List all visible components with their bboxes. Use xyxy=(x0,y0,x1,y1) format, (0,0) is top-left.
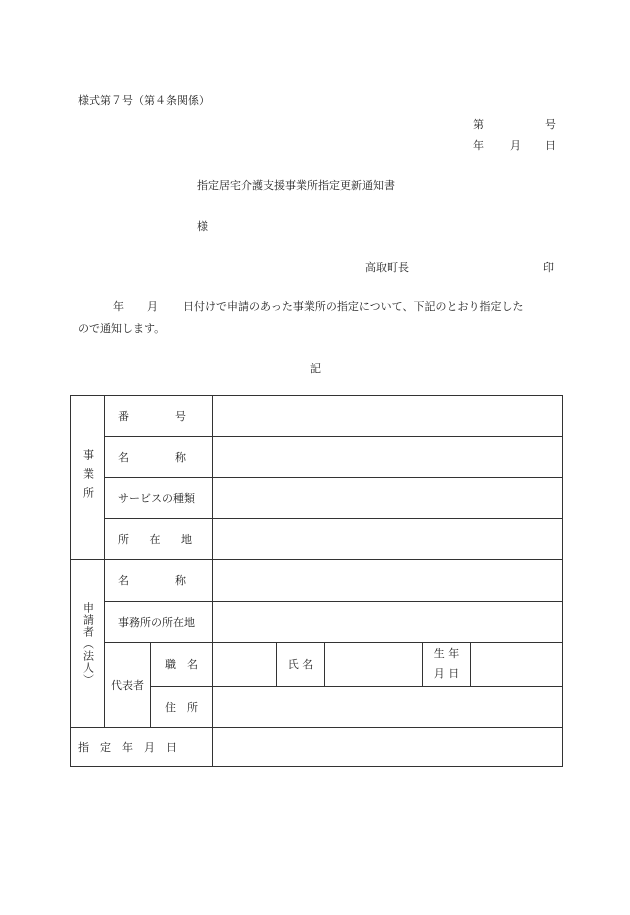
recipient-suffix: 様 xyxy=(197,220,208,233)
person-name-label: 氏 名 xyxy=(277,642,325,686)
applicant-name-value[interactable] xyxy=(213,560,563,601)
applicant-name-label xyxy=(105,560,213,601)
office-number-label xyxy=(105,396,213,437)
doc-number-suffix: 号 xyxy=(545,118,556,131)
office-name-label-a: 名 xyxy=(118,451,129,465)
applicant-address-label: 事務所の所在地 xyxy=(105,601,213,642)
body-month: 月 xyxy=(147,300,158,313)
date-day: 日 xyxy=(545,139,556,152)
office-address-label-b: 地 xyxy=(181,533,192,547)
designation-date-row xyxy=(71,727,563,766)
office-group-label: 事業所 xyxy=(81,449,95,507)
applicant-name-label-a: 名 xyxy=(118,574,129,588)
body-line1: 日付けで申請のあった事業所の指定について、下記のとおり指定した xyxy=(183,300,524,313)
birthdate-value[interactable] xyxy=(471,642,563,686)
service-type-value[interactable] xyxy=(213,478,563,519)
issuer-seal: 印 xyxy=(543,261,554,274)
body-year: 年 xyxy=(113,300,124,313)
office-number-label-b: 号 xyxy=(175,410,186,424)
office-row-name xyxy=(71,437,563,478)
birthdate-label-bottom: 月 日 xyxy=(433,667,460,681)
representative-label: 代表者 xyxy=(105,642,151,727)
office-group-cell xyxy=(71,396,105,560)
designation-date-value[interactable] xyxy=(213,727,563,766)
body-line2: ので通知します。 xyxy=(78,322,166,335)
office-row-service xyxy=(71,478,563,519)
office-number-value[interactable] xyxy=(213,396,563,437)
residence-value[interactable] xyxy=(213,686,563,727)
birthdate-label-top: 生 年 xyxy=(433,647,460,661)
applicant-address-value[interactable] xyxy=(213,601,563,642)
office-address-label-m: 在 xyxy=(149,533,161,547)
office-name-label-b: 称 xyxy=(175,451,186,465)
residence-label: 住 所 xyxy=(151,686,213,727)
office-name-value[interactable] xyxy=(213,437,563,478)
birthdate-label xyxy=(423,642,471,686)
designation-table xyxy=(70,395,563,767)
applicant-row-address xyxy=(71,601,563,642)
designation-date-label: 指 定 年 月 日 xyxy=(71,727,213,766)
office-address-label-a: 所 xyxy=(118,533,129,547)
doc-number-prefix: 第 xyxy=(473,118,484,131)
office-row-number xyxy=(71,396,563,437)
applicant-group-cell xyxy=(71,560,105,727)
document-title: 指定居宅介護支援事業所指定更新通知書 xyxy=(197,179,395,192)
service-type-label: サービスの種類 xyxy=(105,478,213,519)
issuer-name: 高取町長 xyxy=(365,261,409,274)
applicant-row-name xyxy=(71,560,563,601)
position-label: 職 名 xyxy=(151,642,213,686)
representative-row xyxy=(71,642,563,686)
office-address-label xyxy=(105,519,213,560)
position-value[interactable] xyxy=(213,642,277,686)
office-row-address xyxy=(71,519,563,560)
date-month: 月 xyxy=(510,139,521,152)
office-name-label xyxy=(105,437,213,478)
office-address-value[interactable] xyxy=(213,519,563,560)
form-number: 様式第７号（第４条関係） xyxy=(78,94,210,107)
person-name-value[interactable] xyxy=(325,642,423,686)
applicant-name-label-b: 称 xyxy=(175,574,186,588)
ki-mark: 記 xyxy=(310,362,321,375)
date-year: 年 xyxy=(473,139,484,152)
office-number-label-a: 番 xyxy=(118,410,129,424)
applicant-group-label: 申請者（法人） xyxy=(81,601,95,686)
